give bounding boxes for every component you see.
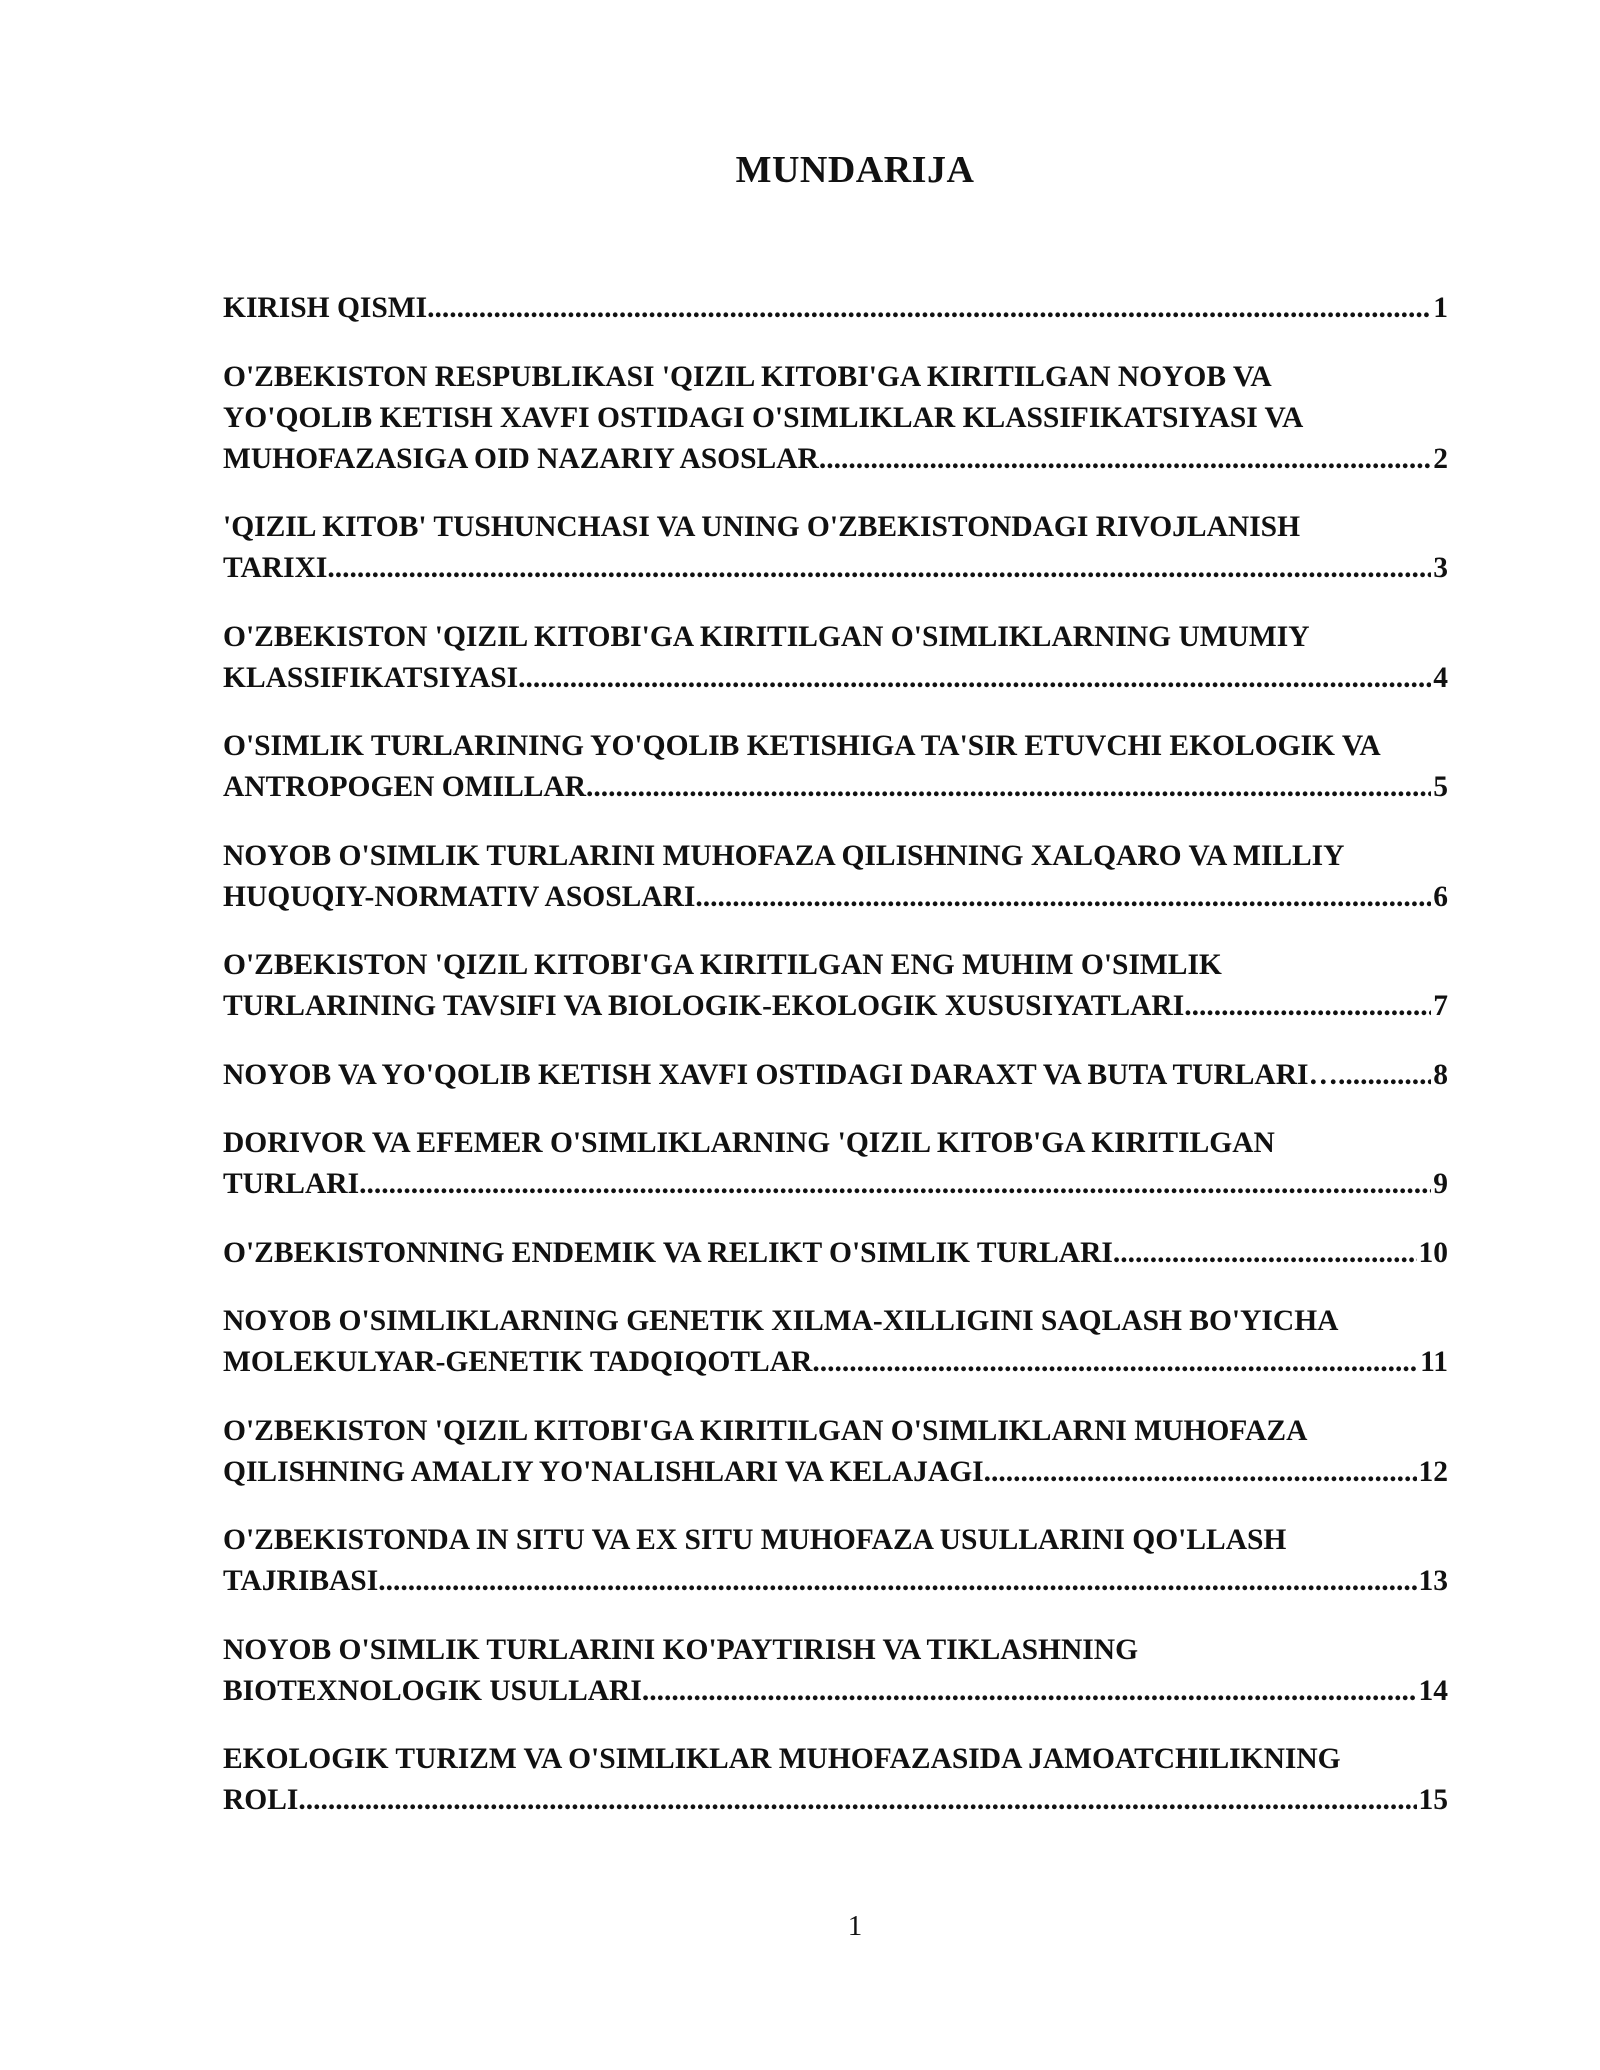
dot-leader xyxy=(518,658,1431,699)
toc-entry-page-number: 15 xyxy=(1418,1784,1448,1816)
dot-leader xyxy=(378,1561,1416,1602)
toc-entry-title-line: NOYOB O'SIMLIK TURLARINI KO'PAYTIRISH VA TIKLASHNING xyxy=(223,1633,1139,1666)
toc-entry-title-line: O'ZBEKISTONDA IN SITU VA EX SITU MUHOFAZA USULLARINI QO'LLASH xyxy=(223,1524,1287,1556)
page-title: MUNDARIJA xyxy=(735,149,975,191)
toc-entry[interactable] xyxy=(223,357,1448,480)
toc-entry-page-number: 13 xyxy=(1418,1565,1448,1597)
toc-entry-last-line xyxy=(223,1671,1448,1712)
toc-entry-last-line xyxy=(223,767,1448,808)
toc-entry-title-line: TURLARI xyxy=(223,1168,360,1200)
toc-entry-page-number: 1 xyxy=(1433,292,1448,324)
toc-entry-title-line: NOYOB O'SIMLIK TURLARINI MUHOFAZA QILISHNING XALQARO VA MILLIY xyxy=(223,839,1345,872)
toc-entry[interactable] xyxy=(223,288,1448,329)
toc-entry[interactable] xyxy=(223,1055,1448,1096)
toc-entry-title-line: ANTROPOGEN OMILLAR xyxy=(223,771,587,803)
toc-entry-title-line: KLASSIFIKATSIYASI xyxy=(223,661,519,694)
toc-entry[interactable] xyxy=(223,1630,1448,1712)
toc-entry-title-line: MUHOFAZASIGA OID NAZARIY ASOSLAR xyxy=(223,442,819,475)
dot-leader xyxy=(298,1780,1416,1821)
toc-entry-page-number: 2 xyxy=(1433,442,1448,475)
table-of-contents xyxy=(223,288,1448,1849)
toc-entry-last-line xyxy=(223,439,1448,480)
toc-entry-last-line xyxy=(223,986,1448,1027)
dot-leader xyxy=(427,288,1431,329)
toc-entry-page-number: 5 xyxy=(1433,771,1448,803)
toc-entry-title-line: O'ZBEKISTONNING ENDEMIK VA RELIKT O'SIMLIK TURLARI xyxy=(223,1236,1113,1269)
toc-entry-last-line xyxy=(223,1561,1448,1602)
toc-entry-page-number: 14 xyxy=(1418,1674,1448,1707)
toc-entry-title-line: ROLI xyxy=(223,1784,299,1816)
toc-entry[interactable] xyxy=(223,1123,1448,1205)
toc-entry[interactable] xyxy=(223,726,1448,808)
toc-entry-title-line: O'SIMLIK TURLARINING YO'QOLIB KETISHIGA TA'SIR ETUVCHI EKOLOGIK VA xyxy=(223,730,1381,762)
toc-entry[interactable] xyxy=(223,617,1448,699)
toc-entry-title-line: TAJRIBASI xyxy=(223,1565,379,1597)
page-number: 1 xyxy=(847,1910,863,1942)
dot-leader xyxy=(812,1342,1418,1383)
toc-entry-page-number: 9 xyxy=(1433,1168,1448,1200)
toc-entry-title-line: HUQUQIY-NORMATIV ASOSLARI xyxy=(223,880,696,913)
toc-entry-title-line: QILISHNING AMALIY YO'NALISHLARI VA KELAJAGI xyxy=(223,1455,984,1488)
toc-entry-last-line xyxy=(223,658,1448,699)
dot-leader xyxy=(1338,1055,1431,1096)
toc-entry[interactable] xyxy=(223,836,1448,918)
toc-entry[interactable] xyxy=(223,1411,1448,1493)
toc-entry[interactable] xyxy=(223,945,1448,1027)
toc-entry-last-line xyxy=(223,1342,1448,1383)
toc-entry-title-line: 'QIZIL KITOB' TUSHUNCHASI VA UNING O'ZBEKISTONDAGI RIVOJLANISH xyxy=(223,511,1301,543)
dot-leader xyxy=(586,767,1431,808)
toc-entry-page-number: 3 xyxy=(1433,552,1448,584)
dot-leader xyxy=(819,439,1431,480)
dot-leader xyxy=(359,1164,1431,1205)
toc-entry-title-line: O'ZBEKISTON 'QIZIL KITOBI'GA KIRITILGAN O'SIMLIKLARNING UMUMIY xyxy=(223,620,1310,653)
toc-entry-title-line: NOYOB VA YO'QOLIB KETISH XAVFI OSTIDAGI DARAXT VA BUTA TURLARI… xyxy=(223,1058,1339,1091)
toc-entry[interactable] xyxy=(223,1739,1448,1821)
toc-entry[interactable] xyxy=(223,507,1448,589)
toc-entry-page-number: 6 xyxy=(1433,880,1448,913)
dot-leader xyxy=(642,1671,1417,1712)
toc-entry-last-line xyxy=(223,288,1448,329)
toc-entry-title-line: O'ZBEKISTON 'QIZIL KITOBI'GA KIRITILGAN O'SIMLIKLARNI MUHOFAZA xyxy=(223,1414,1308,1447)
toc-entry-last-line xyxy=(223,1452,1448,1493)
dot-leader xyxy=(1184,986,1431,1027)
toc-entry-last-line xyxy=(223,548,1448,589)
toc-entry-last-line xyxy=(223,1780,1448,1821)
toc-entry-title-line: BIOTEXNOLOGIK USULLARI xyxy=(223,1674,642,1707)
toc-entry-page-number: 11 xyxy=(1420,1346,1448,1378)
toc-entry-last-line xyxy=(223,877,1448,918)
toc-entry-title-line: YO'QOLIB KETISH XAVFI OSTIDAGI O'SIMLIKLAR KLASSIFIKATSIYASI VA xyxy=(223,401,1304,434)
toc-entry-title-line: O'ZBEKISTON RESPUBLIKASI 'QIZIL KITOBI'GA KIRITILGAN NOYOB VA xyxy=(223,360,1272,393)
toc-entry-last-line xyxy=(223,1233,1448,1274)
toc-entry[interactable] xyxy=(223,1233,1448,1274)
toc-entry-title-line: KIRISH QISMI xyxy=(223,292,428,324)
toc-entry-page-number: 8 xyxy=(1433,1058,1448,1091)
toc-entry[interactable] xyxy=(223,1520,1448,1602)
toc-entry-last-line xyxy=(223,1055,1448,1096)
toc-entry-title-line: NOYOB O'SIMLIKLARNING GENETIK XILMA-XILLIGINI SAQLASH BO'YICHA xyxy=(223,1305,1339,1337)
dot-leader xyxy=(1113,1233,1417,1274)
toc-entry-page-number: 12 xyxy=(1418,1455,1448,1488)
toc-entry[interactable] xyxy=(223,1301,1448,1383)
toc-entry-last-line xyxy=(223,1164,1448,1205)
toc-entry-page-number: 4 xyxy=(1433,661,1448,694)
toc-entry-title-line: MOLEKULYAR-GENETIK TADQIQOTLAR xyxy=(223,1346,813,1378)
toc-entry-title-line: DORIVOR VA EFEMER O'SIMLIKLARNING 'QIZIL KITOB'GA KIRITILGAN xyxy=(223,1127,1275,1159)
dot-leader xyxy=(984,1452,1417,1493)
toc-entry-page-number: 7 xyxy=(1433,990,1448,1022)
toc-entry-title-line: EKOLOGIK TURIZM VA O'SIMLIKLAR MUHOFAZASIDA JAMOATCHILIKNING xyxy=(223,1743,1341,1775)
dot-leader xyxy=(695,877,1431,918)
toc-entry-title-line: TARIXI xyxy=(223,552,328,584)
toc-entry-page-number: 10 xyxy=(1418,1236,1448,1269)
toc-entry-title-line: TURLARINING TAVSIFI VA BIOLOGIK-EKOLOGIK XUSUSIYATLARI xyxy=(223,990,1185,1022)
toc-entry-title-line: O'ZBEKISTON 'QIZIL KITOBI'GA KIRITILGAN ENG MUHIM O'SIMLIK xyxy=(223,949,1222,981)
dot-leader xyxy=(327,548,1431,589)
